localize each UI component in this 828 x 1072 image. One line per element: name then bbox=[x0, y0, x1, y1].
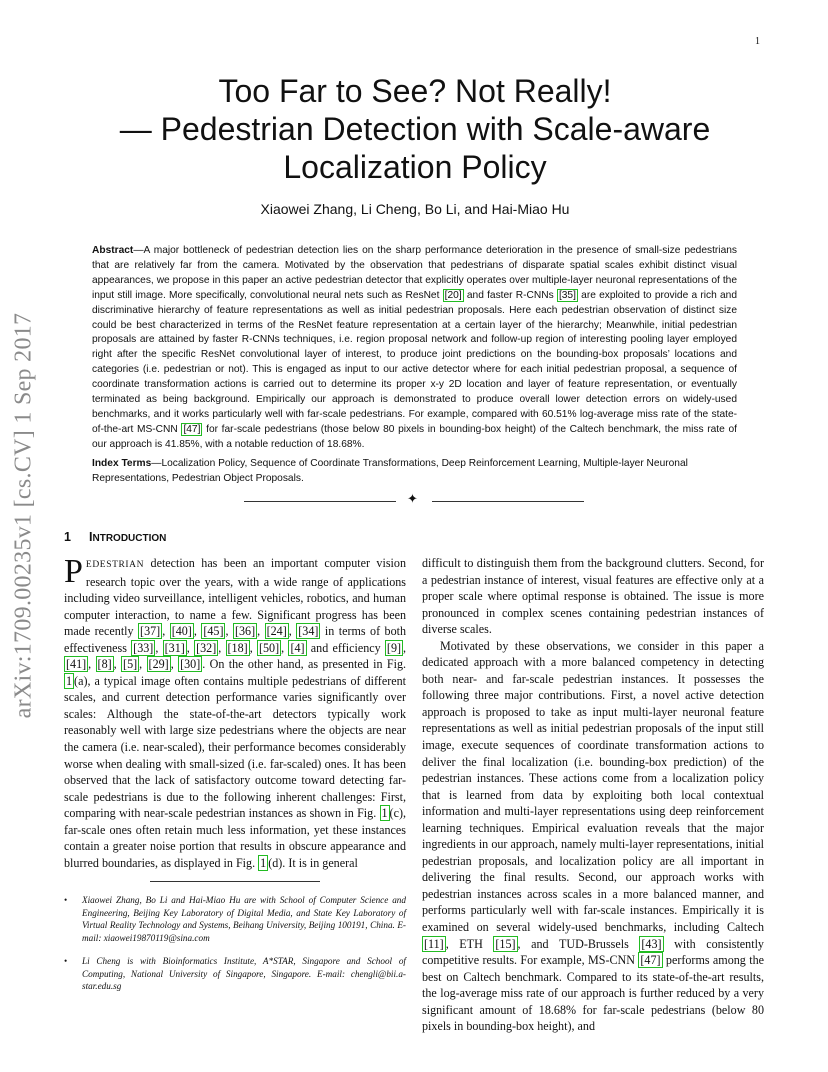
citation-link[interactable]: [33] bbox=[133, 640, 154, 655]
citation-link[interactable]: [24] bbox=[266, 624, 287, 639]
divider-star-icon: ✦ bbox=[407, 492, 418, 507]
intro-paragraph-2 bbox=[422, 638, 764, 1035]
abstract-text-2: and faster R-CNNs bbox=[463, 289, 557, 301]
body-text: Motivated by these observations, we consider in this paper a dedicated approach with a more balanced competency in detecting both near- and far-scale pedestrian instances. It possesses the following three major contributions. First, a novel active detection approach is proposed to take as input multi-layer neuronal feature representations as well as initial pedestrian proposals of the input still image, execute sequences of coordinate transformation actions to deliver the final localization (i.e. bounding-box prediction) of the pedestrian instances. These actions come from a localization policy that is learned from data by exploiting both local contextual information and multi-layer representations using deep reinforcement learning techniques. Empirical evaluation reveals that the major ingredients in our approach, namely multi-layer representations, initial pedestrian proposals, and localization policy are all important in delivering the final results. Second, our approach works with pedestrian instances across scales in a more balanced manner, and performs particularly well with far-scale instances. Empirically it is examined on several widely-used benchmarks, including Caltech bbox=[422, 638, 764, 935]
body-text: detection has been an important computer vision research topic over the years, with a wide range of applications including video surveillance, intelligent vehicles, robotics, and human computer interaction, to name a few. Significant progress has been made recently bbox=[64, 556, 406, 639]
abstract-text-4: for far-scale pedestrians (those below 80 pixels in bounding-box height) of the Caltech benchmark, the miss rate of our approach is 41.85%, with a notable reduction of 18.68%. bbox=[92, 423, 737, 450]
citation-link[interactable]: [9] bbox=[386, 640, 402, 655]
abstract-label: Abstract bbox=[92, 245, 134, 256]
abstract-text-3: are exploited to provide a rich and discriminative hierarchy of feature representations as well as initial pedestrian proposals. Here each pedestrian observation of distinct size could be best characterized in terms of the ResNet feature representation at a certain layer of the hierarchy; Meanwhile, initial pedestrian proposals are attained by faster R-CNNs techniques, i.e. region proposal network and follow-up region of interesting pooling layer employed right after the specific ResNet convolutional layer of interest, to produce joint predictions on the bounding-box proposals’ locations and categories (i.e. pedestrian or not). This is engaged as input to our active detector where for each initial pedestrian proposal, a sequence of coordinate transformation actions is carried out to determine its proper x-y 2D location and layer of feature representation, or eventually terminated as being background. Empirically our approach is demonstrated to produce overall lower detection errors on widely-used benchmarks, and it works particularly well with far-scale pedestrians. For example, compared with 60.51% log-average miss rate of the state-of-the-art MS-CNN bbox=[92, 289, 737, 435]
body-text: , and TUD-Brussels bbox=[517, 936, 640, 951]
footnote-bullet: • bbox=[64, 895, 68, 905]
citation-link[interactable]: [36] bbox=[234, 624, 256, 639]
index-terms bbox=[92, 456, 737, 486]
page-number: 1 bbox=[755, 36, 760, 47]
citation-link[interactable]: [37] bbox=[140, 624, 161, 639]
footnote-rule bbox=[150, 881, 320, 882]
footnote-bullet: • bbox=[64, 956, 68, 966]
citation-link[interactable]: [41] bbox=[66, 657, 87, 672]
citation-link[interactable]: [4] bbox=[290, 640, 305, 655]
citation-link[interactable]: [5] bbox=[123, 657, 138, 672]
title-line-3: Localization Policy bbox=[283, 149, 547, 185]
section-divider bbox=[244, 492, 584, 508]
citation-link[interactable]: [30] bbox=[180, 657, 201, 672]
body-column-left bbox=[64, 555, 406, 871]
footnote-text: Li Cheng is with Bioinformatics Institute, A*STAR, Singapore and School of Computing, National University of Singapore, Singapore. E-mail: chengli@bii.a-star.edu.sg bbox=[82, 956, 406, 992]
body-text: and efficiency bbox=[306, 640, 385, 655]
figure-link[interactable]: 1 bbox=[260, 855, 267, 870]
section-title-rest: NTRODUCTION bbox=[92, 533, 167, 544]
citation-link[interactable]: [43] bbox=[641, 936, 662, 951]
body-text: (d). It is in general bbox=[268, 855, 358, 870]
intro-paragraph-continued: difficult to distinguish them from the background clutters. Second, for a pedestrian instance of interest, visual features are effective only at a proper scale where optimal response is obtained. The issue is more pronounced in complex scenes containing pedestrian instances of diverse scales. bbox=[422, 556, 764, 637]
dropcap-letter: P bbox=[64, 553, 83, 590]
intro-paragraph-1: PEDESTRIAN detection has been an important computer vision research topic over the years, with a wide range of applications including video surveillance, intelligent vehicles, robotics, and human computer interaction, to name a few. Significant progress has been made recently [37] , [40] , [45] , [36] , [24] , [34] in terms of both effectiveness [33] , [31] , [32] , [18] , [50] , [4] and efficiency [9] , [41] , [8] , [5] , [29] , [30] . On the other hand, as presented in Fig. 1 (a), a typical image often contains multiple pedestrians of different scales, and current detection performance varies significantly over scales: Although the state-of-the-art detectors typically work reasonably well with large size pedestrians where the objects are near the camera (i.e. near-scaled), their performance becomes considerably worse when dealing with small-sized (i.e. far-scaled) ones. It has been observed that the lack of satisfactory outcome toward detecting far-scale pedestrians is due to the following inherent challenges: First, comparing with near-scale pedestrian instances as shown in Fig. 1 (c), far-scale ones often retain much less information, yet these instances contain a greater noise portion that results in obscure appearance and blurred boundaries, as displayed in Fig. 1 (d). It is in general bbox=[64, 553, 407, 870]
arxiv-stamp bbox=[10, 300, 38, 730]
citation-link[interactable]: [50] bbox=[258, 640, 280, 655]
divider-rule-right bbox=[432, 501, 584, 502]
author-list: Xiaowei Zhang, Li Cheng, Bo Li, and Hai-Miao Hu bbox=[260, 201, 570, 217]
footnote-text: Xiaowei Zhang, Bo Li and Hai-Miao Hu are with School of Computer Science and Engineering, Beijing Key Laboratory of Digital Media, and State Key Laboratory of Virtual Reality Technology and Systems, Beihang University, Beijing 100191, China. E-mail: xiaowei19870119@sina.com bbox=[82, 895, 406, 943]
index-terms-text: —Localization Policy, Sequence of Coordinate Transformations, Deep Reinforcement Learning, Multiple-layer Neuronal Representations, Pedestrian Object Proposals. bbox=[92, 458, 688, 484]
citation-link[interactable]: [18] bbox=[227, 640, 248, 655]
abstract-text-1: —A major bottleneck of pedestrian detection lies on the sharp performance deterioration in the presence of small-size pedestrians that are relatively far from the camera. Motivated by the observation that pedestrians of disparate spatial scales exhibit distinct visual appearances, we propose in this paper an active pedestrian detector that explicitly operates over multiple-layer neuronal representations of the input still image. More specifically, convolutional neural nets such as ResNet bbox=[92, 245, 737, 301]
smallcaps-word: EDESTRIAN bbox=[85, 560, 145, 570]
paper-title bbox=[100, 72, 730, 186]
body-text: with consistently competitive results. For example, MS-CNN bbox=[422, 936, 764, 968]
body-text: performs among the best on Caltech benchmark. Compared to its state-of-the-art results, the log-average miss rate of our approach is further reduced by a very significant amount of 18.68% for far-scale pedestrians (below 80 pixels in bounding-box height), and bbox=[422, 953, 764, 1034]
citation-link[interactable]: [11] bbox=[424, 936, 444, 951]
body-text: in terms of both effectiveness bbox=[64, 624, 407, 655]
citation-link[interactable]: [35] bbox=[558, 289, 576, 301]
body-text: . On the other hand, as presented in Fig. bbox=[202, 657, 407, 672]
citation-link[interactable]: [15] bbox=[495, 936, 516, 951]
citation-link[interactable]: [32] bbox=[196, 640, 217, 655]
footnote-affiliation-1 bbox=[64, 894, 406, 944]
citation-link[interactable]: [45] bbox=[203, 624, 224, 639]
index-terms-label: Index Terms bbox=[92, 458, 152, 469]
citation-link[interactable]: [47] bbox=[183, 423, 201, 435]
abstract bbox=[92, 244, 737, 453]
citation-link[interactable]: [20] bbox=[444, 289, 462, 301]
divider-rule-left bbox=[244, 501, 396, 502]
body-text: (a), a typical image often contains multiple pedestrians of different scales, and current detection performance varies significantly over scales: Although the state-of-the-art detectors typically work reasonably well with large size pedestrians where the objects are near the camera (i.e. near-scaled), their performance becomes considerably worse when dealing with small-sized (i.e. far-scaled) ones. It has been observed that the lack of satisfactory outcome toward detecting far-scale pedestrians is due to the following inherent challenges: First, comparing with near-scale pedestrian instances as shown in Fig. bbox=[64, 673, 406, 821]
citation-link[interactable]: [31] bbox=[164, 640, 185, 655]
citation-link[interactable]: [8] bbox=[97, 657, 112, 672]
arxiv-stamp-text: arXiv:1709.00235v1 [cs.CV] 1 Sep 2017 bbox=[10, 312, 37, 718]
figure-link[interactable]: 1 bbox=[381, 806, 388, 821]
footnote-affiliation-2 bbox=[64, 955, 406, 993]
citation-link[interactable]: [40] bbox=[171, 624, 192, 639]
body-text: , ETH bbox=[445, 936, 494, 951]
citation-link[interactable]: [29] bbox=[148, 657, 169, 672]
citation-link[interactable]: [47] bbox=[640, 953, 661, 968]
figure-link[interactable]: 1 bbox=[66, 673, 73, 688]
body-column-right bbox=[422, 555, 764, 1035]
title-line-2: — Pedestrian Detection with Scale-aware bbox=[119, 111, 711, 147]
section-number: 1 bbox=[64, 530, 71, 544]
citation-link[interactable]: [34] bbox=[298, 624, 319, 639]
body-text: (c), far-scale ones often retain much less information, yet these instances contain a greater noise portion that results in obscure appearance and blurred boundaries, as displayed in Fig. bbox=[64, 806, 406, 870]
section-heading-introduction bbox=[64, 530, 166, 544]
title-line-1: Too Far to See? Not Really! bbox=[218, 73, 612, 109]
section-title-initial: I bbox=[89, 530, 93, 544]
